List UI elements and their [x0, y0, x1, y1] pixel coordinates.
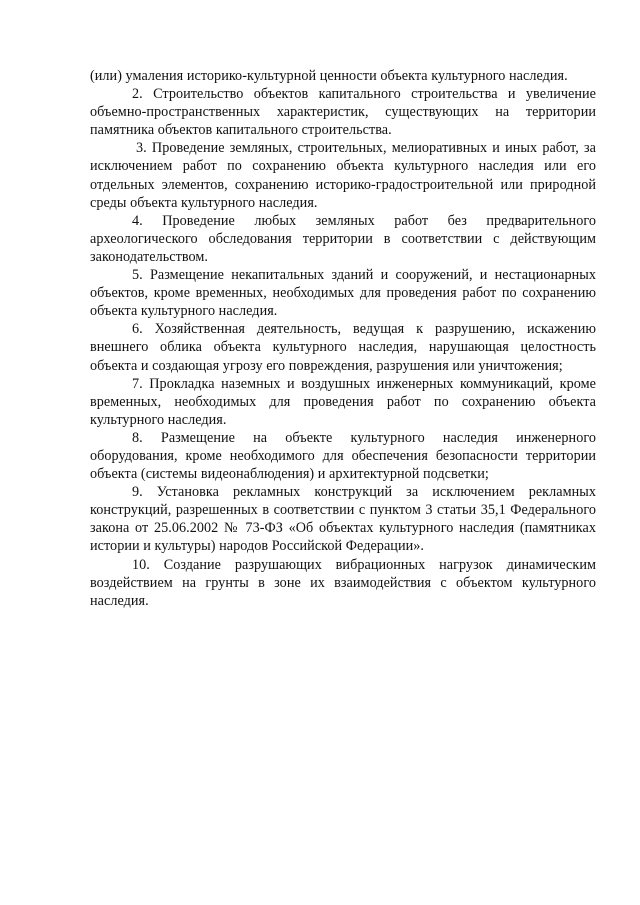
paragraph-continuation: (или) умаления историко-культурной ценности объекта культурного наследия. [90, 68, 568, 84]
paragraph-item-2: 2. Строительство объектов капитального строительства и увеличение объемно-пространственных характеристик, существующих на территории памятника объектов капитального строительства. [90, 86, 596, 139]
paragraph-item-4: 4. Проведение любых земляных работ без предварительного археологического обследования территории в соответствии с действующим законодательством. [90, 212, 596, 265]
paragraph-item-8: 8. Размещение на объекте культурного наследия инженерного оборудования, кроме необходимого для обеспечения безопасности территории объекта (системы видеонаблюдения) и архитектурной подсветки; [90, 429, 596, 483]
paragraph-item-7: 7. Прокладка наземных и воздушных инженерных коммуникаций, кроме временных, необходимых для проведения работ по сохранению объекта культурного наследия. [90, 375, 596, 428]
paragraph-item-10: 10. Создание разрушающих вибрационных нагрузок динамическим воздействием на грунты в зоне их взаимодействия с объектом культурного наследия. [90, 556, 596, 609]
document-body [90, 67, 596, 610]
paragraph-item-5: 5. Размещение некапитальных зданий и сооружений, и нестационарных объектов, кроме временных, необходимых для проведения работ по сохранению объекта культурного наследия. [90, 267, 596, 320]
paragraph-item-6: 6. Хозяйственная деятельность, ведущая к разрушению, искажению внешнего облика объекта культурного наследия, нарушающая целостность объекта и создающая угрозу его повреждения, разрушения или уничтожения; [90, 321, 596, 374]
paragraph-item-3: 3. Проведение земляных, строительных, мелиоративных и иных работ, за исключением работ по сохранению объекта культурного наследия или его отдельных элементов, сохранению историко-градостроительной или природной среды объекта культурного наследия. [90, 140, 596, 211]
paragraph-item-9: 9. Установка рекламных конструкций за исключением рекламных конструкций, разрешенных в соответствии с пунктом 3 статьи 35,1 Федерального закона от 25.06.2002 № 73-ФЗ «Об объектах культурного наследия (памятниках истории и культуры) народов Российской Федерации». [90, 484, 596, 555]
